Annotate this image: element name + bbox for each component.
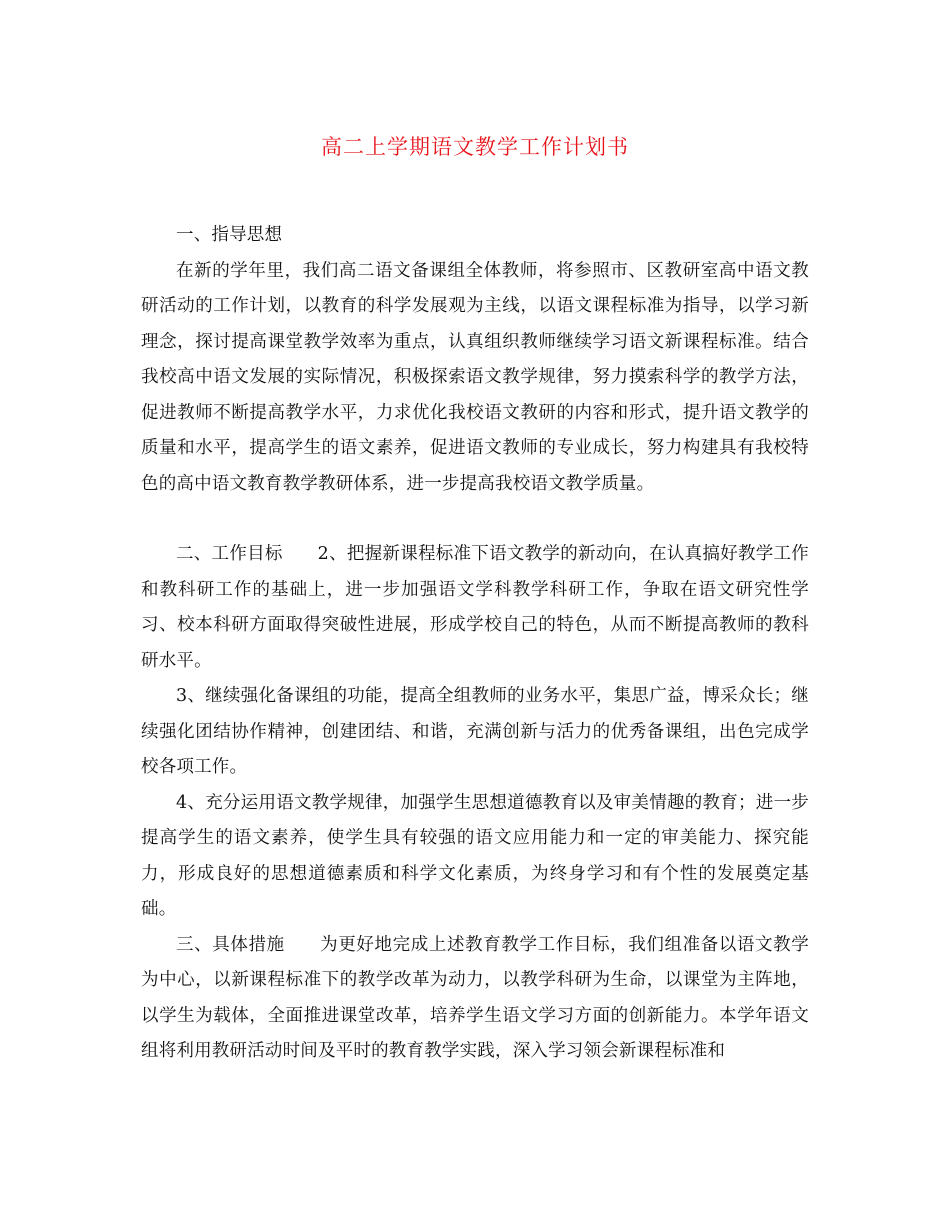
paragraph: 在新的学年里，我们高二语文备课组全体教师，将参照市、区教研室高中语文教研活动的工作计划，以教育的科学发展观为主线，以语文课程标准为指导，以学习新理念，探讨提高课堂教学效率为重点，认真组织教师继续学习语文新课程标准。结合我校高中语文发展的实际情况，积极探索语文教学规律，努力摸索科学的教学方法，促进教师不断提高教学水平，力求优化我校语文教研的内容和形式，提升语文教学的质量和水平，提高学生的语文素养，促进语文教师的专业成长，努力构建具有我校特色的高中语文教育教学教研体系，进一步提高我校语文教学质量。 xyxy=(141,260,809,494)
paragraph-text: 2、把握新课程标准下语文教学的新动向，在认真搞好教学工作和教科研工作的基础上，进一步加强语文学科教学科研工作，争取在语文研究性学习、校本科研方面取得突破性进展，形成学校自己的特色，从而不断提高教师的教科研水平。 xyxy=(141,544,810,671)
document-title: 高二上学期语文教学工作计划书 xyxy=(321,135,629,159)
paragraph: 4、充分运用语文教学规律，加强学生思想道德教育以及审美情趣的教育；进一步提高学生的语文素养，使学生具有较强的语文应用能力和一定的审美能力、探究能力，形成良好的思想道德素质和科学文化素质，为终身学习和有个性的发展奠定基础。 xyxy=(141,792,809,919)
paragraph-text: 为更好地完成上述教育教学工作目标，我们组准备以语文教学为中心，以新课程标准下的教学改革为动力，以教学科研为生命，以课堂为主阵地，以学生为载体，全面推进课堂改革，培养学生语文学习方面的创新能力。本学年语文组将利用教研活动时间及平时的教育教学实践，深入学习领会新课程标准和 xyxy=(141,934,809,1061)
paragraph xyxy=(141,537,809,679)
section-heading-measures: 三、具体措施 xyxy=(176,934,285,955)
section-heading-guiding-ideology: 一、指导思想 xyxy=(176,225,283,245)
paragraph: 3、继续强化备课组的功能，提高全组教师的业务水平，集思广益，博采众长；继续强化团结协作精神，创建团结、和谐，充满创新与活力的优秀备课组，出色完成学校各项工作。 xyxy=(141,686,809,777)
section-heading-work-goals: 二、工作目标 xyxy=(176,544,283,564)
document-body xyxy=(141,218,809,1070)
paragraph-gap xyxy=(141,502,809,537)
paragraph xyxy=(141,928,809,1070)
